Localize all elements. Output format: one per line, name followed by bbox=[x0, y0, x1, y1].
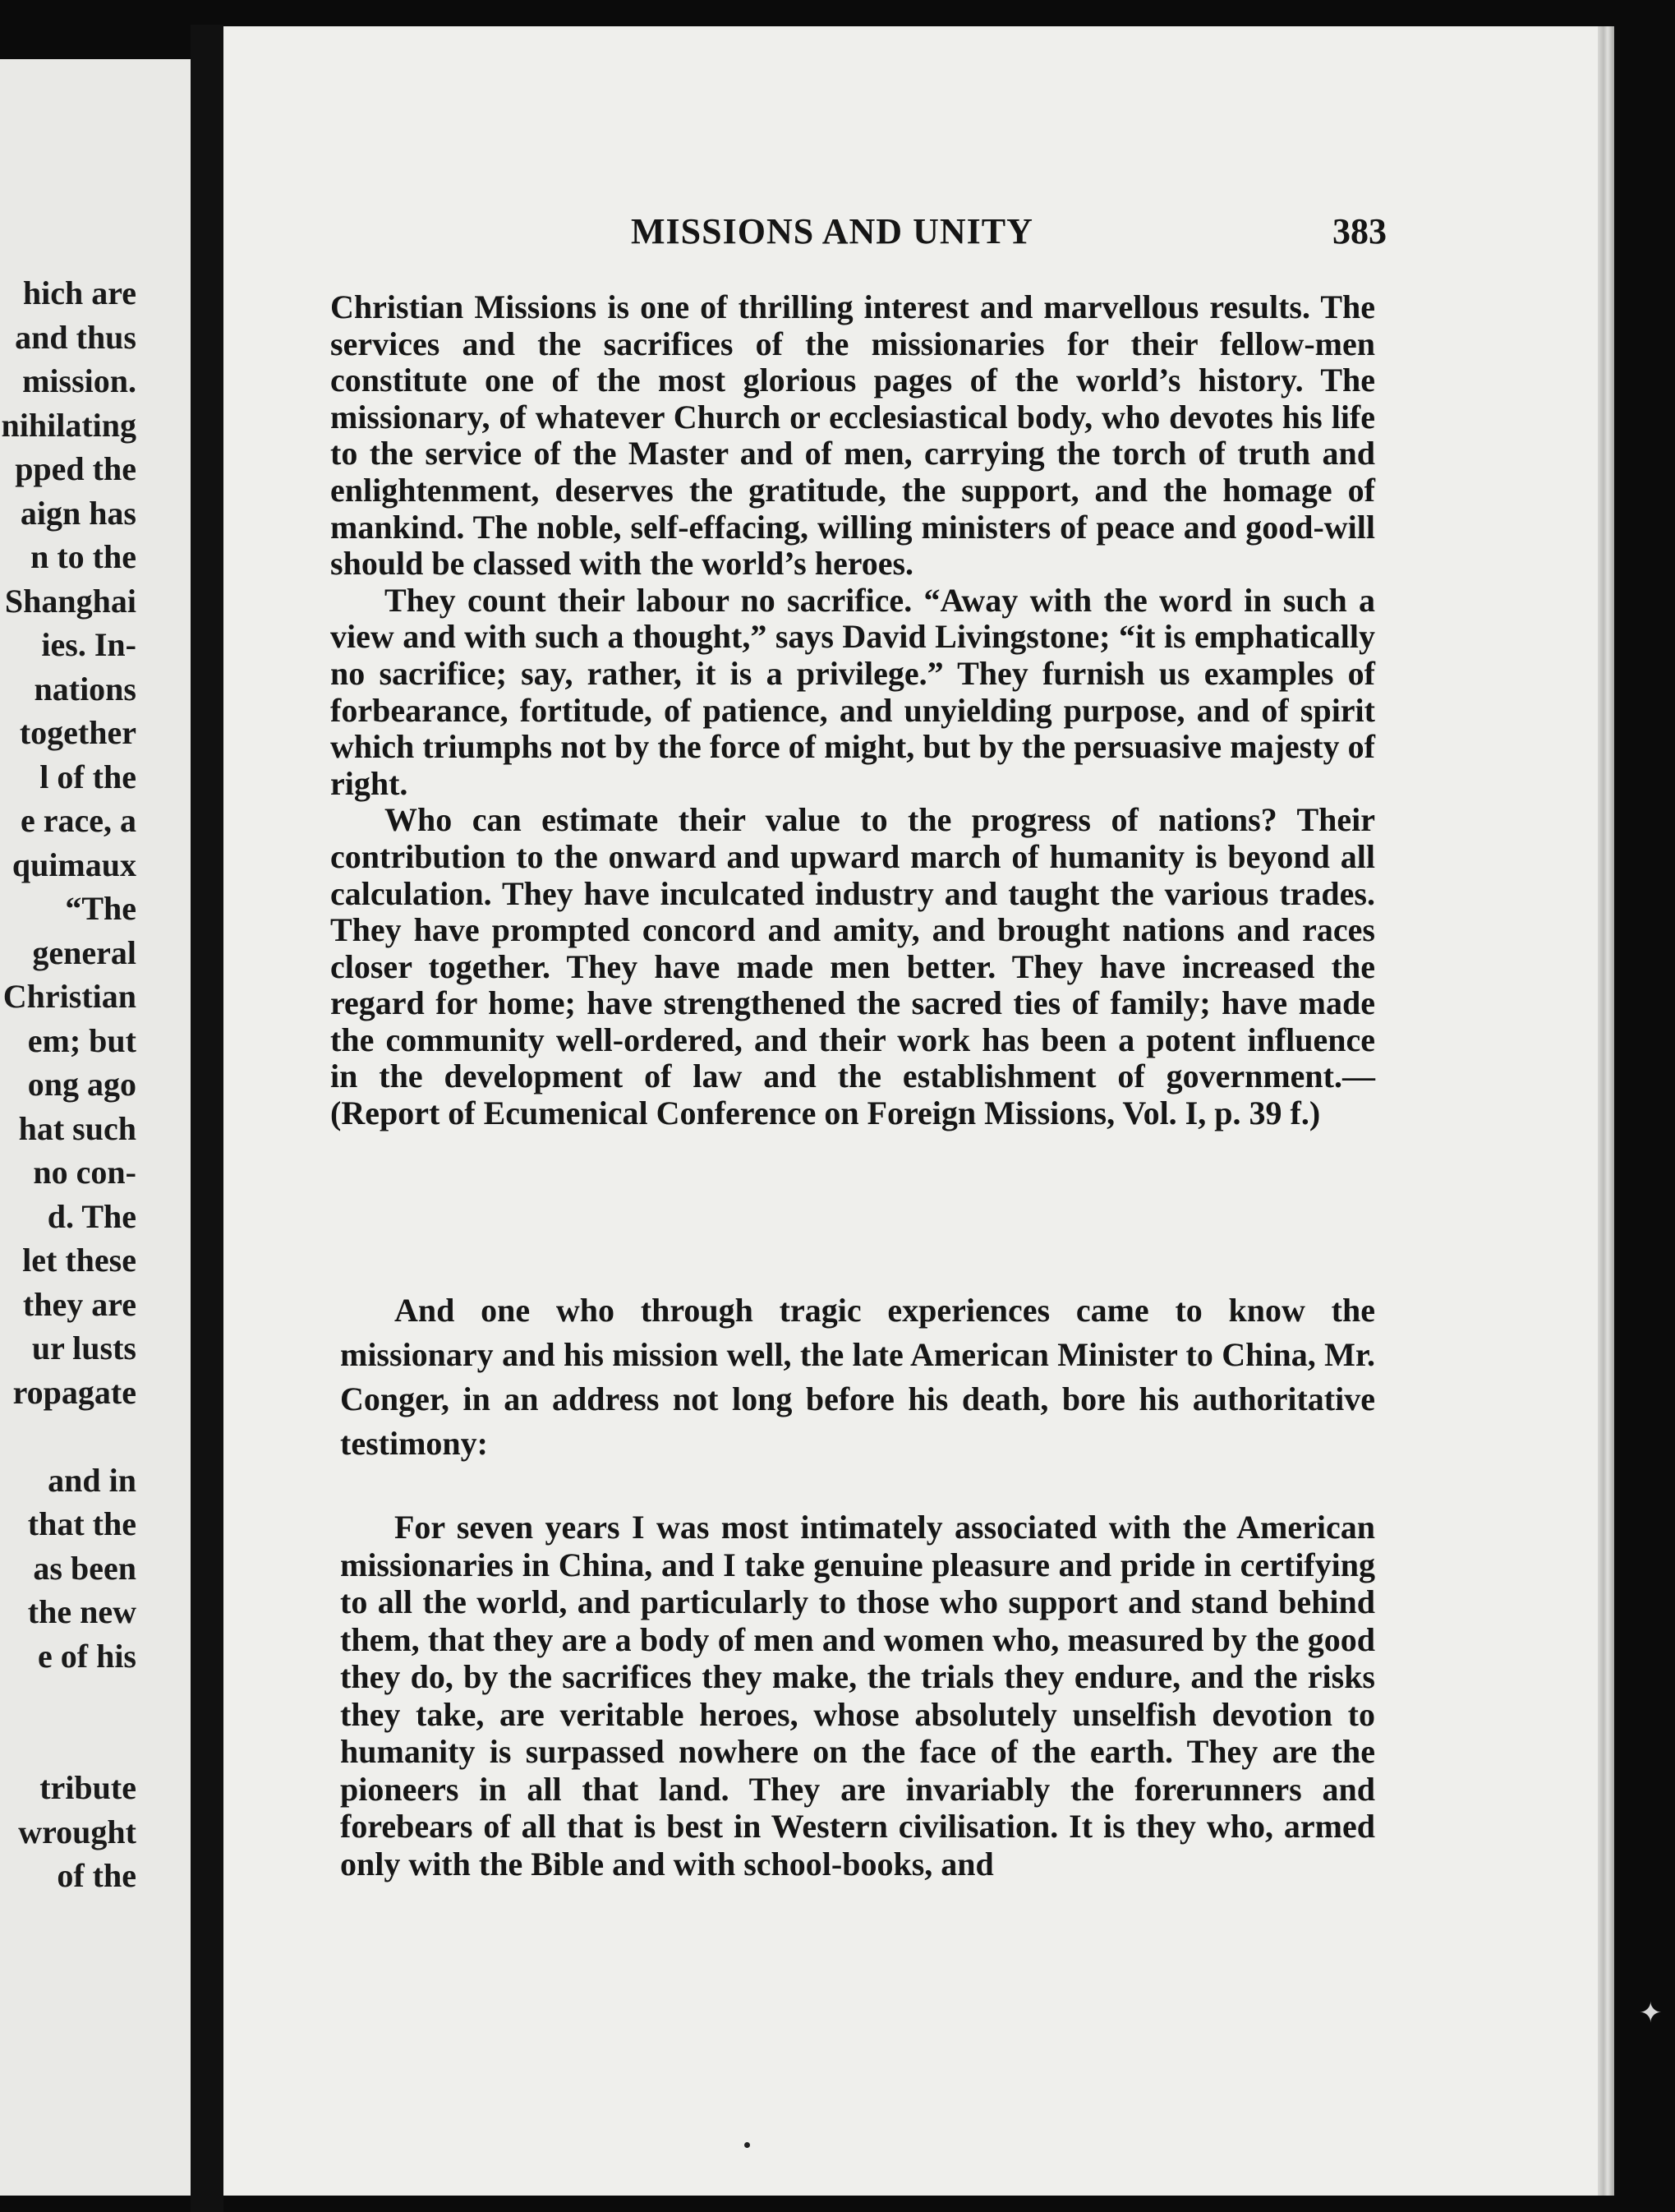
previous-page-line: wrought bbox=[18, 1813, 136, 1850]
previous-page-line: they are bbox=[22, 1285, 136, 1323]
previous-page-line: l of the bbox=[39, 758, 136, 795]
previous-page-line: the new bbox=[27, 1593, 136, 1630]
body-paragraph: And one who through tragic experiences came to know the missionary and his mission well, the late American Minister to China, Mr. Conger, in an address not long before his death, bore his authoritative testimony: bbox=[340, 1292, 1375, 1462]
print-speck bbox=[744, 2142, 750, 2148]
previous-page-line: aign has bbox=[20, 494, 136, 532]
quote-paragraph: Christian Missions is one of thrilling interest and marvellous results. The services and the sacrifices of the missionaries for their fellow-men constitute one of the most glorious pages of the world’s history. The missionary, of whatever Church or ecclesiastical body, who devotes his life to the service of the Master and of men, carrying the torch of truth and enlightenment, deserves the gratitude, the support, and the homage of mankind. The noble, self-effacing, willing ministers of peace and good-will should be classed with the world’s heroes. bbox=[330, 288, 1375, 583]
previous-page-line: e of his bbox=[38, 1637, 136, 1675]
previous-page-line: d. The bbox=[47, 1197, 136, 1235]
previous-page-line: and thus bbox=[15, 318, 136, 356]
previous-page-line: quimaux bbox=[12, 846, 136, 883]
previous-page-line: e race, a bbox=[20, 802, 136, 839]
previous-page-line: of the bbox=[57, 1857, 136, 1894]
previous-page-line: ong ago bbox=[27, 1066, 136, 1103]
previous-page-line: mission. bbox=[22, 362, 136, 399]
previous-page-line: general bbox=[32, 933, 136, 971]
previous-page-line: “The bbox=[65, 890, 136, 927]
previous-page-line: ur lusts bbox=[31, 1330, 136, 1366]
current-page bbox=[223, 26, 1613, 2196]
quote-paragraph: For seven years I was most intimately associated with the American missionaries in China, and I take genuine pleasure and pride in certifying to all the world, and particularly to those who support and stand behind them, that they are a body of men and women who, measured by the good they do, by the sacrifices they make, the trials they endure, and the risks they take, are veritable heroes, whose absolutely unselfish devotion to humanity is surpassed nowhere on the face of the earth. They are the pioneers in all that land. They are invariably the forerunners and forebears of all that is best in Western civilisation. It is they who, armed only with the Bible and with school-books, and bbox=[340, 1509, 1375, 1883]
previous-page-line: em; but bbox=[27, 1021, 136, 1059]
quote-paragraph: They count their labour no sacrifice. “Away with the word in such a view and with such a thought,” says David Livingstone; “it is emphatically no sacrifice; say, rather, it is a privilege.” They furnish us examples of forbearance, fortitude, of patience, and unyielding purpose, and of spirit which triumphs not by the force of might, but by the persuasive majesty of right. bbox=[330, 581, 1375, 802]
previous-page-line: ies. In- bbox=[41, 626, 136, 663]
quote-paragraph: Who can estimate their value to the progress of nations? Their contribution to the onward and upward march of humanity is beyond all calculation. They have inculcated industry and taught the various trades. They have prompted concord and amity, and brought nations and races closer together. They have made men better. They have increased the regard for home; have strengthened the sacred ties of family; have made the community well-ordered, and their work has been a potent influence in the development of law and the establishment of government.— (Report of Ecumenical Conference on Foreign Missions, Vol. I, p. 39 f.) bbox=[330, 801, 1375, 1132]
previous-page-line: Shanghai bbox=[4, 582, 136, 620]
book-gutter bbox=[191, 25, 223, 2212]
page-number: 383 bbox=[1332, 211, 1387, 251]
previous-page-line: hich are bbox=[22, 274, 136, 311]
quoted-passage-ecumenical-report bbox=[330, 289, 1375, 1132]
previous-page-line bbox=[0, 1722, 136, 1767]
previous-page-line: n to the bbox=[30, 538, 136, 575]
previous-page-line: nations bbox=[34, 670, 136, 707]
page-header bbox=[223, 205, 1613, 263]
previous-page-line: Christian bbox=[2, 978, 136, 1015]
running-title: MISSIONS AND UNITY bbox=[631, 211, 1033, 251]
previous-page-line: tribute bbox=[39, 1769, 136, 1806]
previous-page-line: that the bbox=[27, 1505, 136, 1542]
scan-artifact-icon: ✦ bbox=[1639, 1997, 1663, 2030]
previous-page-line: together bbox=[19, 714, 136, 751]
previous-page-line: let these bbox=[22, 1242, 136, 1279]
quoted-passage-conger bbox=[340, 1509, 1375, 1883]
previous-page-fragment bbox=[0, 59, 191, 2196]
previous-page-line bbox=[0, 1414, 136, 1459]
previous-page-line: pped the bbox=[15, 450, 136, 487]
previous-page-line: and in bbox=[48, 1461, 136, 1499]
previous-page-lines bbox=[0, 271, 136, 1898]
previous-page-line bbox=[0, 1678, 136, 1722]
previous-page-line: nihilating bbox=[1, 406, 136, 444]
previous-page-line: hat such bbox=[18, 1109, 136, 1147]
previous-page-line: as been bbox=[33, 1549, 136, 1587]
previous-page-line: ropagate bbox=[12, 1373, 136, 1411]
body-paragraph-intro bbox=[340, 1288, 1375, 1466]
page-edge-shadow bbox=[1598, 26, 1614, 2196]
previous-page-line: no con- bbox=[33, 1154, 136, 1191]
